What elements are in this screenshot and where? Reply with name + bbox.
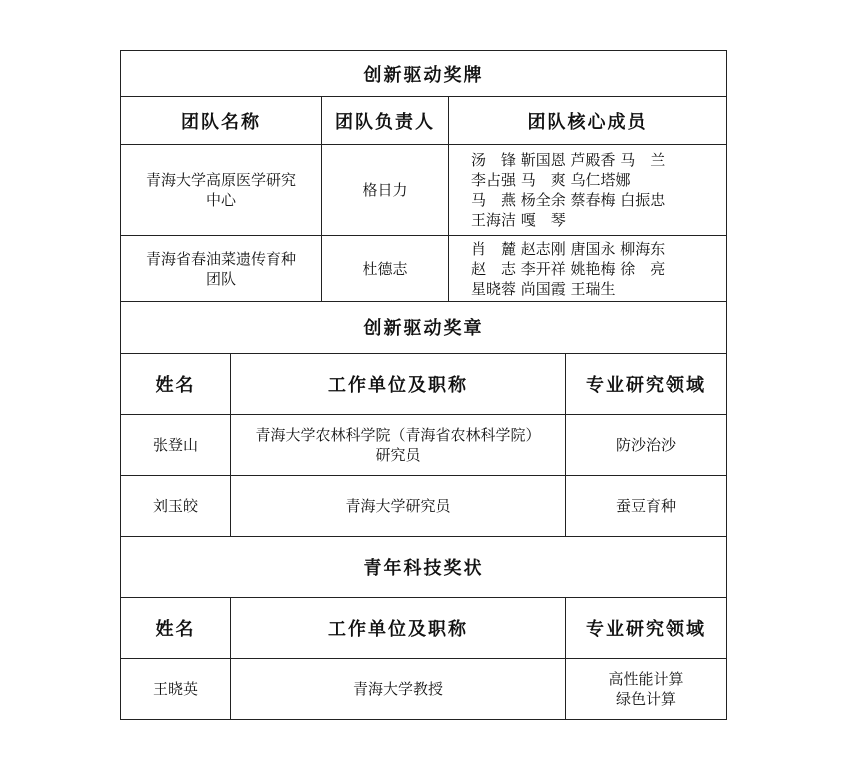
team-members-cell	[449, 145, 727, 236]
header-team-members: 团队核心成员	[449, 97, 727, 145]
header-name: 姓名	[121, 353, 231, 414]
research-field-cell: 蚕豆育种	[566, 475, 727, 536]
team-name-line: 青海大学高原医学研究	[145, 171, 296, 189]
unit-title-cell: 青海大学研究员	[231, 475, 566, 536]
section-title-badge: 创新驱动奖章	[121, 302, 727, 353]
member-line: 李占强 马 爽 乌仁塔娜	[471, 171, 631, 189]
member-line: 赵 志 李开祥 姚艳梅 徐 亮	[471, 259, 666, 278]
person-name-cell: 张登山	[121, 414, 231, 475]
team-leader-cell: 格日力	[322, 145, 449, 236]
team-leader-cell: 杜德志	[322, 236, 449, 302]
team-name-line: 青海省春油菜遗传育种	[145, 249, 296, 268]
member-line: 星晓蓉 尚国霞 王瑞生	[471, 279, 616, 298]
unit-title-cell: 青海大学教授	[231, 658, 566, 719]
award-document	[120, 50, 726, 720]
header-research-field: 专业研究领域	[566, 353, 727, 414]
field-line: 高性能计算	[608, 669, 684, 688]
header-name: 姓名	[121, 597, 231, 658]
individual-awards-table	[120, 302, 727, 720]
team-name-cell	[121, 236, 322, 302]
medal-team-table	[120, 50, 727, 302]
team-name-cell	[121, 145, 322, 236]
header-research-field: 专业研究领域	[566, 597, 727, 658]
member-line: 肖 麓 赵志刚 唐国永 柳海东	[471, 239, 666, 258]
member-line: 王海洁 嘎 琴	[471, 211, 566, 229]
team-name-line: 团队	[205, 269, 236, 288]
team-name-line: 中心	[205, 191, 236, 209]
member-line: 马 燕 杨全余 蔡春梅 白振忠	[471, 191, 666, 209]
member-line: 汤 锋 靳国恩 芦殿香 马 兰	[471, 151, 666, 169]
unit-title-cell	[231, 414, 566, 475]
team-members-cell	[449, 236, 727, 302]
person-name-cell: 刘玉皎	[121, 475, 231, 536]
research-field-cell	[566, 658, 727, 719]
header-team-name: 团队名称	[121, 97, 322, 145]
unit-line: 青海大学农林科学院（青海省农林科学院）	[255, 425, 541, 444]
section-title-medal: 创新驱动奖牌	[121, 51, 727, 97]
section-title-youth: 青年科技奖状	[121, 536, 727, 597]
person-name-cell: 王晓英	[121, 658, 231, 719]
header-team-leader: 团队负责人	[322, 97, 449, 145]
header-unit-title: 工作单位及职称	[231, 353, 566, 414]
unit-line: 研究员	[375, 445, 421, 464]
header-unit-title: 工作单位及职称	[231, 597, 566, 658]
research-field-cell: 防沙治沙	[566, 414, 727, 475]
field-line: 绿色计算	[615, 689, 676, 708]
